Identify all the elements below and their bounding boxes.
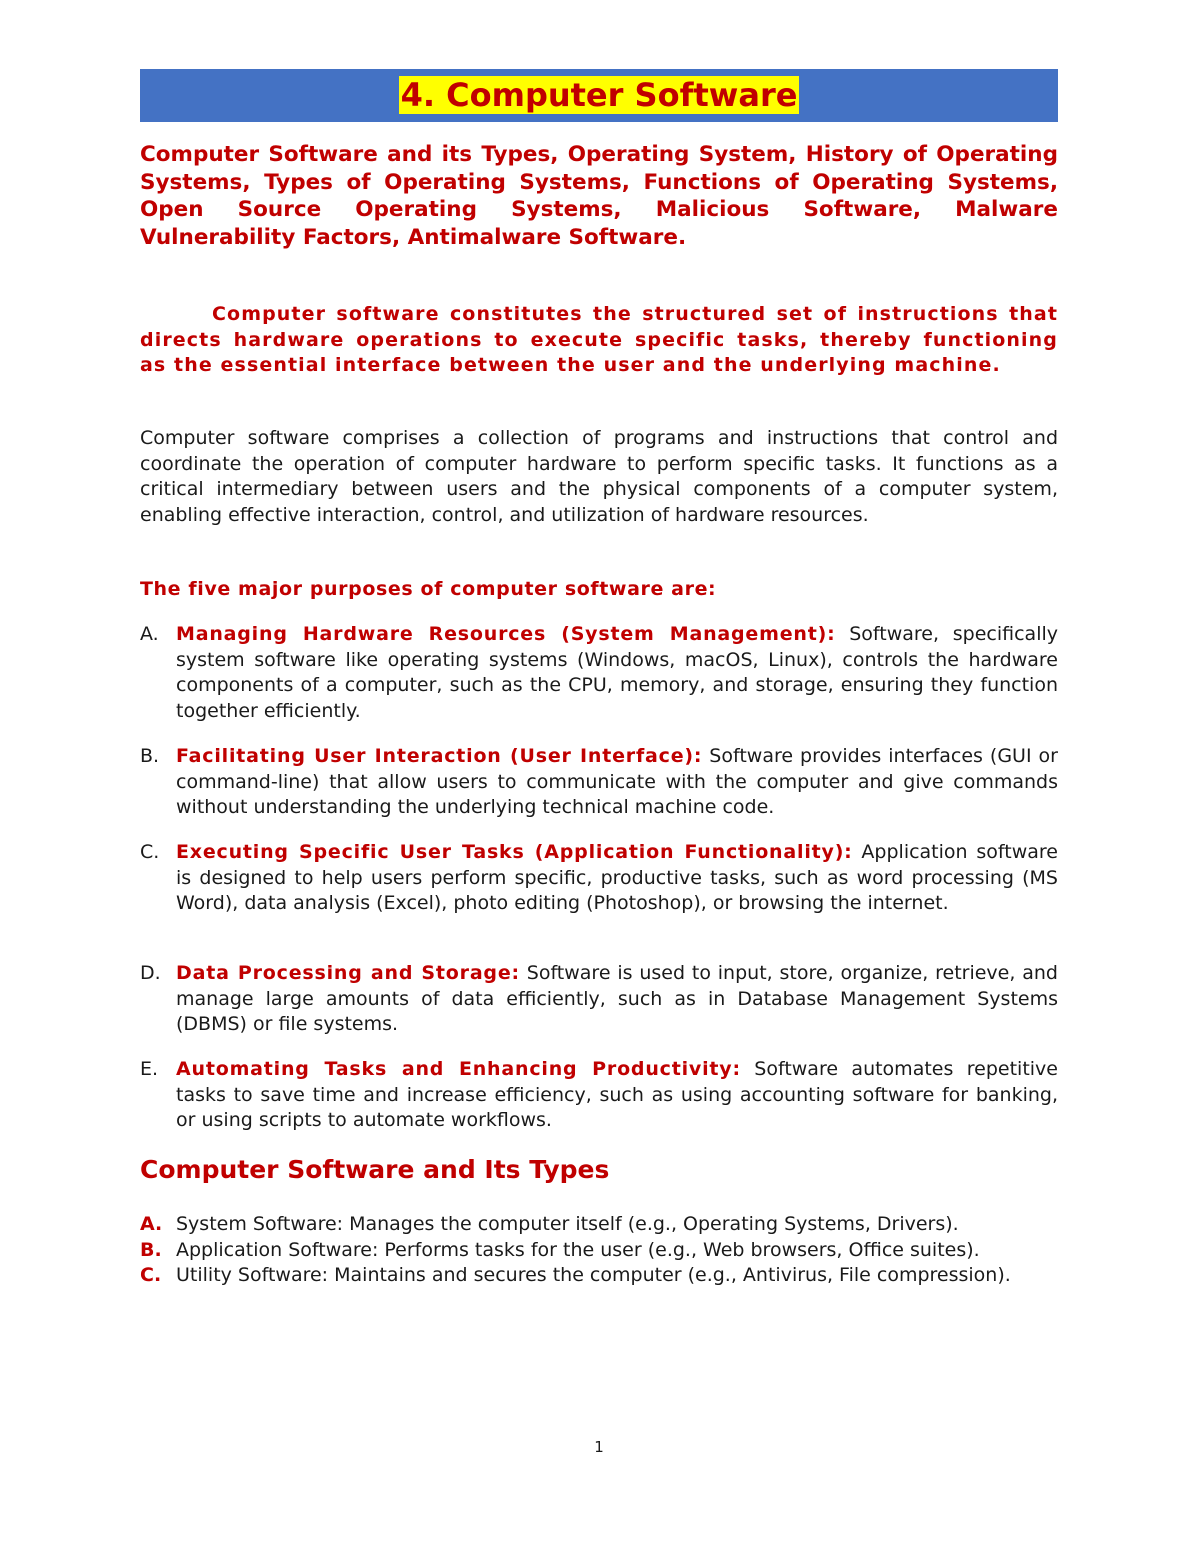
list-marker: E. bbox=[140, 1058, 159, 1080]
body-paragraph: Computer software comprises a collection of programs and instructions that control and coordinate the operation of computer hardware to perform specific tasks. It functions as a critical intermediary between users and the physical components of a computer system, enabling effective interaction, control, and utilization of hardware resources. bbox=[140, 427, 1058, 526]
page-title: 4. Computer Software bbox=[400, 76, 798, 114]
page-number: 1 bbox=[594, 1438, 604, 1456]
purpose-text: Software automates repetitive tasks to save time and increase efficiency, such as using accounting software for banking, or using scripts to automate workflows. bbox=[176, 1058, 1058, 1131]
list-marker: C. bbox=[140, 841, 160, 863]
list-item bbox=[140, 1212, 1058, 1238]
list-marker: A. bbox=[140, 623, 159, 645]
types-heading: Computer Software and Its Types bbox=[140, 1155, 610, 1184]
list-item bbox=[140, 1238, 1058, 1264]
list-item bbox=[140, 1263, 1058, 1289]
type-text: Utility Software: Maintains and secures the computer (e.g., Antivirus, File compression). bbox=[176, 1264, 1011, 1286]
list-item bbox=[140, 622, 1058, 724]
purpose-item-d bbox=[140, 961, 1058, 1038]
purposes-heading: The five major purposes of computer software are: bbox=[140, 578, 717, 600]
list-marker: B. bbox=[140, 745, 160, 767]
type-text: Application Software: Performs tasks for the user (e.g., Web browsers, Office suites). bbox=[176, 1238, 980, 1261]
list-item bbox=[140, 744, 1058, 821]
list-marker: C. bbox=[140, 1264, 162, 1286]
purpose-text: Software is used to input, store, organize, retrieve, and manage large amounts of data efficiently, such as in Database Management Systems (DBMS) or file systems. bbox=[176, 962, 1058, 1035]
purpose-text: Application software is designed to help users perform specific, productive tasks, such as word processing (MS Word), data analysis (Excel), photo editing (Photoshop), or browsing the internet. bbox=[176, 841, 1058, 914]
purpose-title: Managing Hardware Resources (System Management): bbox=[176, 623, 836, 645]
list-marker: A. bbox=[140, 1213, 163, 1235]
purpose-title: Facilitating User Interaction (User Interface): bbox=[176, 745, 703, 767]
purpose-item-c bbox=[140, 840, 1058, 917]
purpose-item-e bbox=[140, 1057, 1058, 1134]
purpose-text: Software, specifically system software like operating systems (Windows, macOS, Linux), controls the hardware components of a computer, such as the CPU, memory, and storage, ensuring they function together efficiently. bbox=[176, 623, 1059, 722]
purpose-text: Software provides interfaces (GUI or command-line) that allow users to communicate with the computer and give commands without understanding the underlying technical machine code. bbox=[176, 745, 1058, 818]
list-marker: D. bbox=[140, 962, 161, 984]
title-banner bbox=[140, 69, 1058, 122]
list-item bbox=[140, 840, 1058, 917]
list-item bbox=[140, 961, 1058, 1038]
purpose-title: Executing Specific User Tasks (Application Functionality): bbox=[176, 841, 853, 863]
purpose-item-a bbox=[140, 622, 1058, 724]
purpose-title: Automating Tasks and Enhancing Productivity: bbox=[176, 1058, 741, 1080]
list-item bbox=[140, 1057, 1058, 1134]
intro-paragraph: Computer software constitutes the structured set of instructions that directs hardware operations to execute specific tasks, thereby functioning as the essential interface between the user and the underlying machine. bbox=[140, 303, 1058, 376]
purpose-item-b bbox=[140, 744, 1058, 821]
list-marker: B. bbox=[140, 1238, 162, 1261]
purpose-title: Data Processing and Storage: bbox=[176, 962, 520, 984]
types-list bbox=[140, 1212, 1058, 1289]
type-text: System Software: Manages the computer itself (e.g., Operating Systems, Drivers). bbox=[176, 1213, 959, 1235]
chapter-topics: Computer Software and its Types, Operating System, History of Operating Systems, Types of Operating Systems, Functions of Operating Systems, Open Source Operating Systems, Malicious Software, Malware Vulnerability Factors, Antimalware Software. bbox=[140, 142, 1058, 250]
